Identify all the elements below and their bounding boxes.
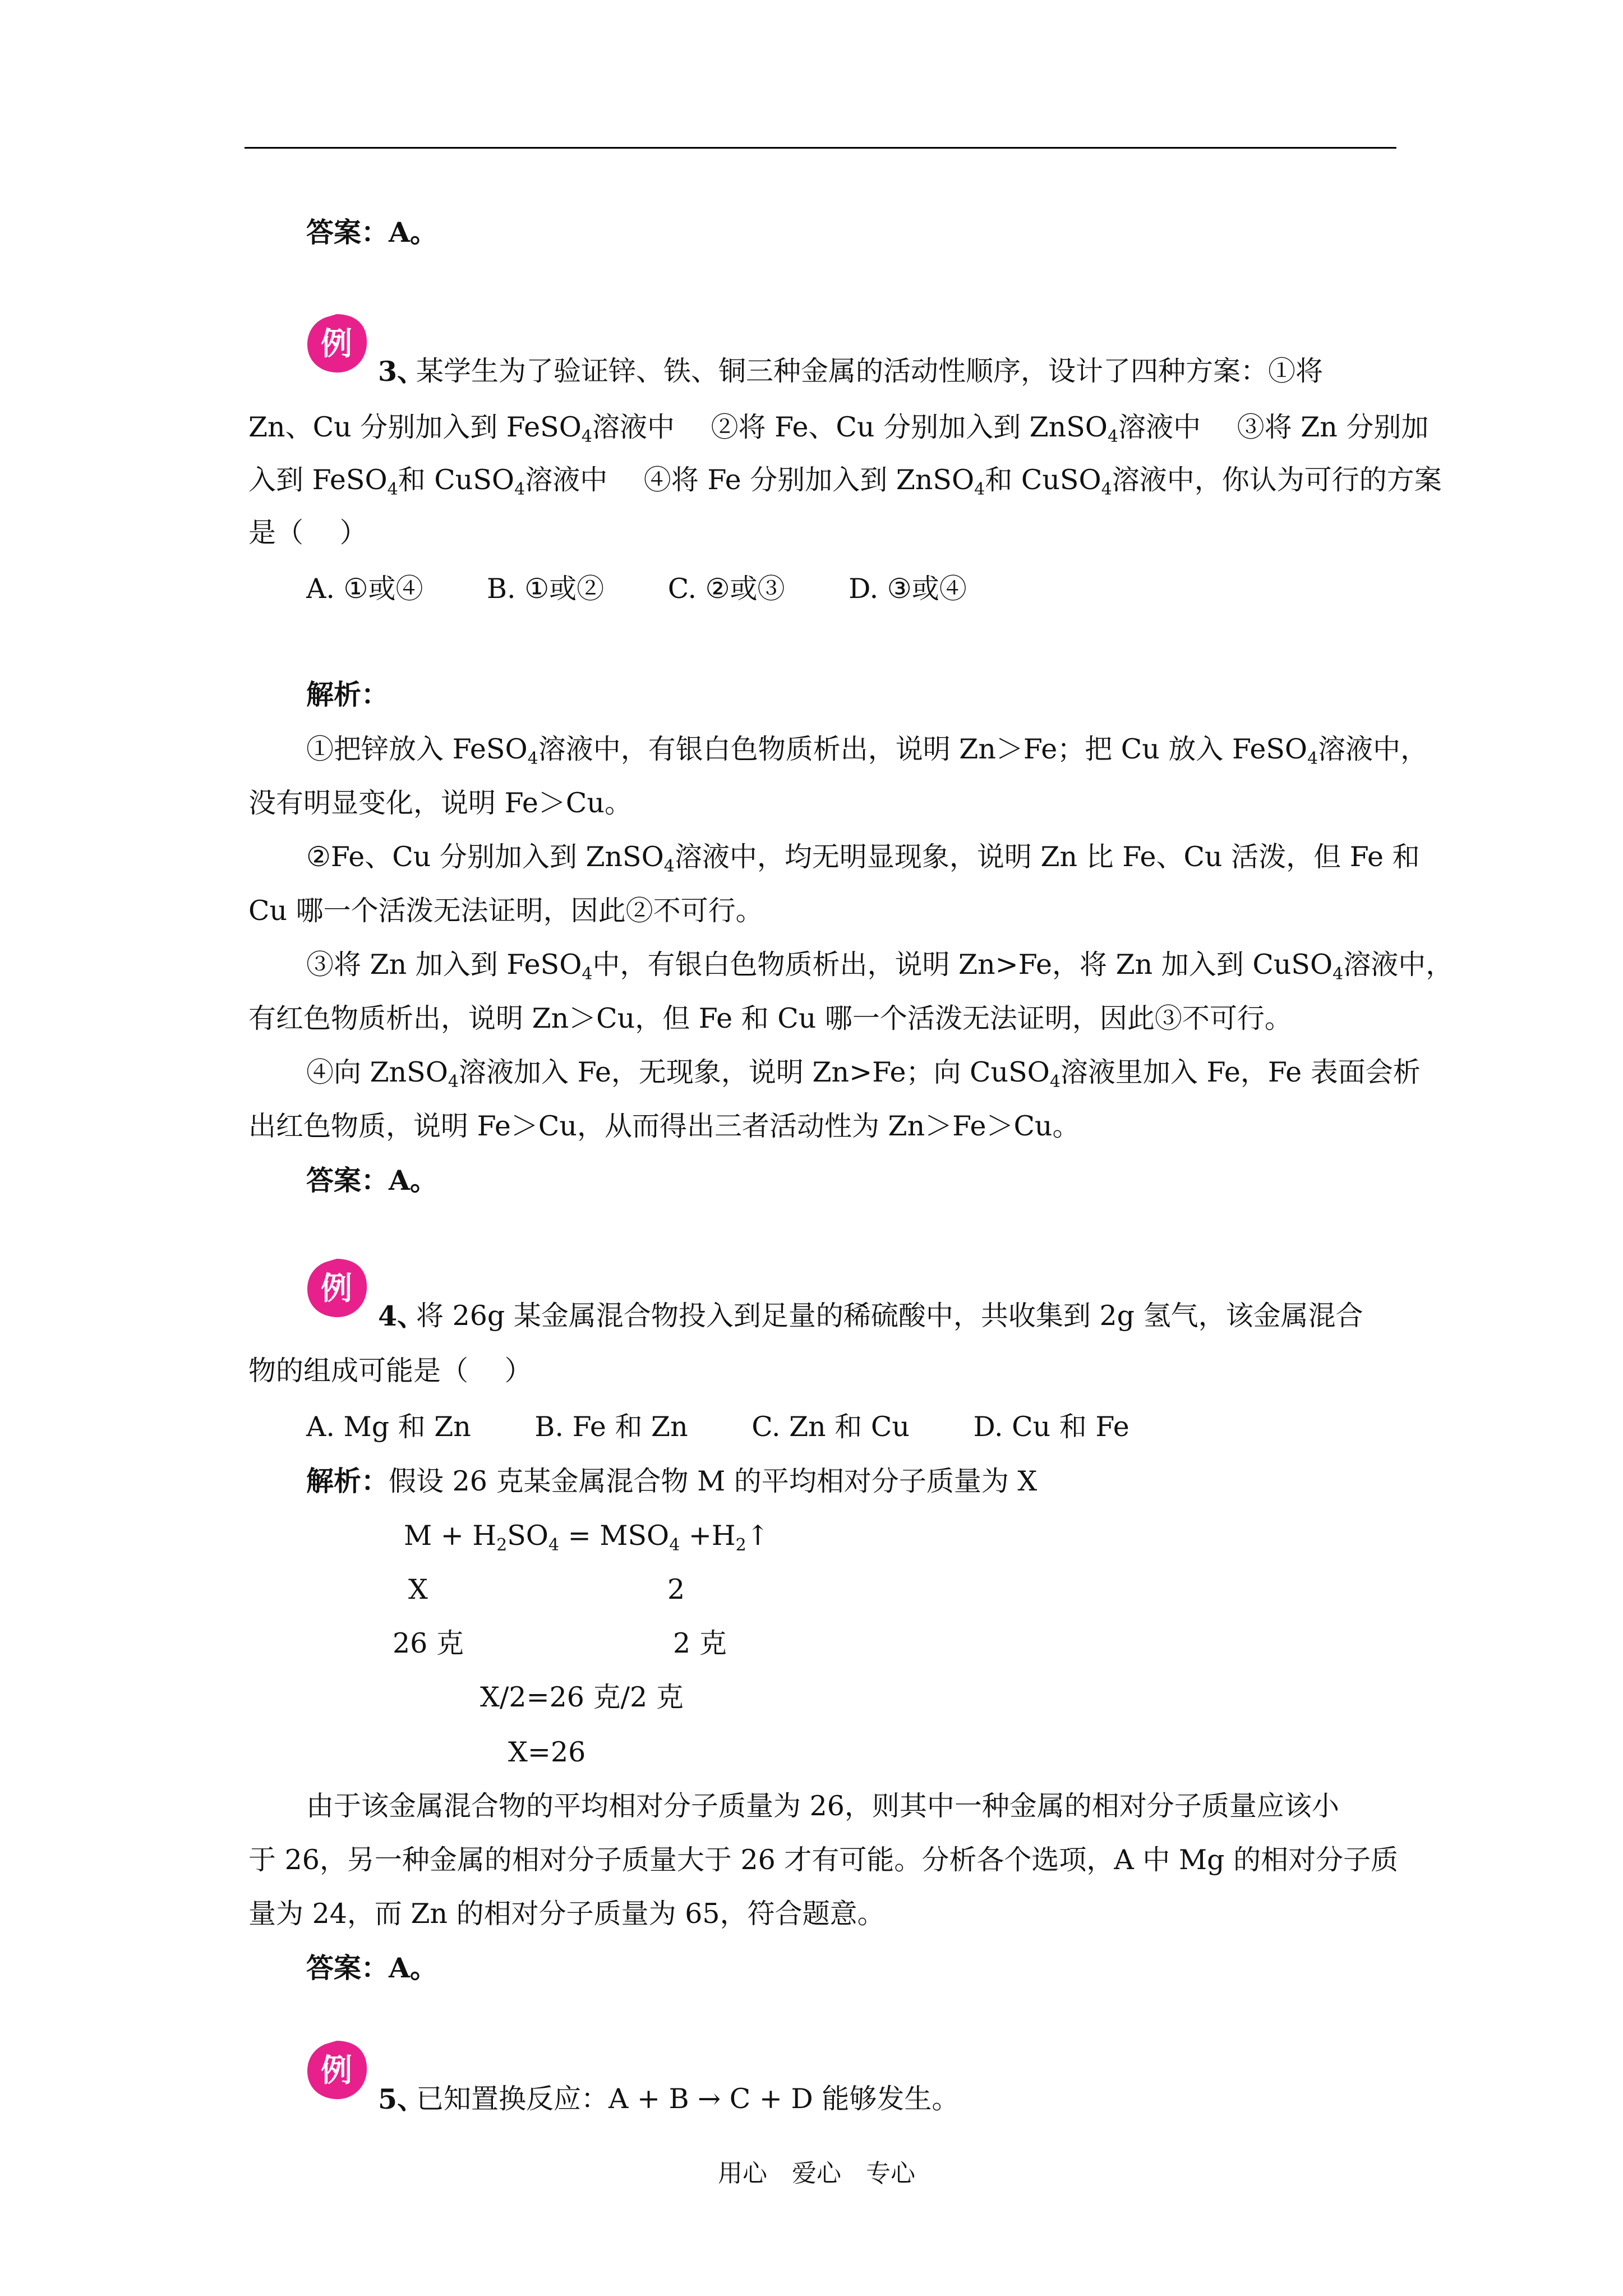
conclusion-line: 于 26，另一种金属的相对分子质量大于 26 才有可能。分析各个选项，A 中 Mg 的相对分子质 (248, 1844, 1399, 1876)
chemical-equation: $M + H_2SO_4 = MSO_4$ $+H_2↑$ (404, 1520, 769, 1555)
svg-text:例: 例 (321, 2053, 352, 2089)
question-text-line: Zn、Cu 分别加入到 FeSO$_4$溶液中 ②将 Fe、Cu 分别加入到 ZnSO$_4$溶液中 ③将 Zn 分别加 (248, 411, 1429, 447)
page-footer: 用心 爱心 专心 (718, 2159, 915, 2188)
question-text-line: 入到 FeSO$_4$和 CuSO$_4$溶液中 ④将 Fe 分别加入到 ZnSO$_4$和 CuSO$_4$溶液中，你认为可行的方案 (248, 464, 1442, 499)
header-rule (245, 147, 1396, 149)
equation-row-value: 2 (667, 1573, 685, 1605)
question-number: 5、 (378, 2083, 425, 2115)
question-text-line: 某学生为了验证锌、铁、铜三种金属的活动性顺序，设计了四种方案：①将 (416, 355, 1324, 387)
analysis-line: Cu 哪一个活泼无法证明，因此②不可行。 (248, 895, 763, 927)
analysis-line: 出红色物质，说明 Fe＞Cu，从而得出三者活动性为 Zn＞Fe＞Cu。 (248, 1110, 1080, 1142)
question-text-line: 将 26g 某金属混合物投入到足量的稀硫酸中，共收集到 2g 氢气，该金属混合 (416, 1300, 1363, 1332)
question-text-line: 已知置换反应：A + B → C + D 能够发生。 (416, 2083, 960, 2115)
question-number: 3、 (378, 355, 425, 388)
calculation-line: X=26 (508, 1736, 586, 1768)
equation-row-label: 26 克 (393, 1627, 464, 1659)
question-number: 4、 (378, 1300, 425, 1332)
svg-text:例: 例 (321, 326, 352, 362)
answer-options: A. Mg 和 Zn B. Fe 和 Zn C. Zn 和 Cu D. Cu 和 Fe (306, 1411, 1129, 1443)
analysis-line: 有红色物质析出，说明 Zn＞Cu，但 Fe 和 Cu 哪一个活泼无法证明，因此③不可行。 (248, 1002, 1292, 1034)
question-text-line: 物的组成可能是（ ） (248, 1355, 532, 1387)
example-badge-icon (303, 1254, 370, 1322)
equation-row-value: 2 克 (673, 1627, 727, 1659)
example-badge-icon (303, 310, 370, 377)
analysis-line: ②Fe、Cu 分别加入到 ZnSO$_4$溶液中，均无明显现象，说明 Zn 比 Fe、Cu 活泼，但 Fe 和 (306, 841, 1420, 876)
analysis-line: ③将 Zn 加入到 FeSO$_4$中，有银白色物质析出，说明 Zn>Fe，将 Zn 加入到 CuSO$_4$溶液中， (306, 949, 1454, 984)
equation-row-label: X (408, 1573, 428, 1605)
question-text-line: 是（ ） (248, 517, 367, 549)
svg-text:例: 例 (321, 1271, 352, 1307)
conclusion-line: 由于该金属混合物的平均相对分子质量为 26，则其中一种金属的相对分子质量应该小 (306, 1790, 1339, 1822)
analysis-line: 没有明显变化，说明 Fe＞Cu。 (248, 787, 632, 819)
analysis-line: ①把锌放入 FeSO$_4$溶液中，有银白色物质析出，说明 Zn＞Fe；把 Cu 放入 FeSO$_4$溶液中， (306, 733, 1428, 769)
analysis-line: 解析：假设 26 克某金属混合物 M 的平均相对分子质量为 X (306, 1465, 1038, 1497)
calculation-line: X/2=26 克/2 克 (480, 1681, 684, 1713)
answer-line: 答案：A。 (306, 1952, 438, 1984)
analysis-line: ④向 ZnSO$_4$溶液加入 Fe，无现象，说明 Zn>Fe；向 CuSO$_4$溶液里加入 Fe，Fe 表面会析 (306, 1056, 1421, 1092)
answer-options: A. ①或④ B. ①或② C. ②或③ D. ③或④ (306, 573, 967, 605)
answer-line: 答案：A。 (306, 1164, 438, 1197)
analysis-heading: 解析： (306, 678, 389, 711)
up-arrow-icon: ↑ (746, 1520, 769, 1552)
answer-line: 答案：A。 (306, 216, 438, 249)
conclusion-line: 量为 24，而 Zn 的相对分子质量为 65，符合题意。 (248, 1898, 885, 1930)
example-badge-icon (303, 2036, 370, 2104)
